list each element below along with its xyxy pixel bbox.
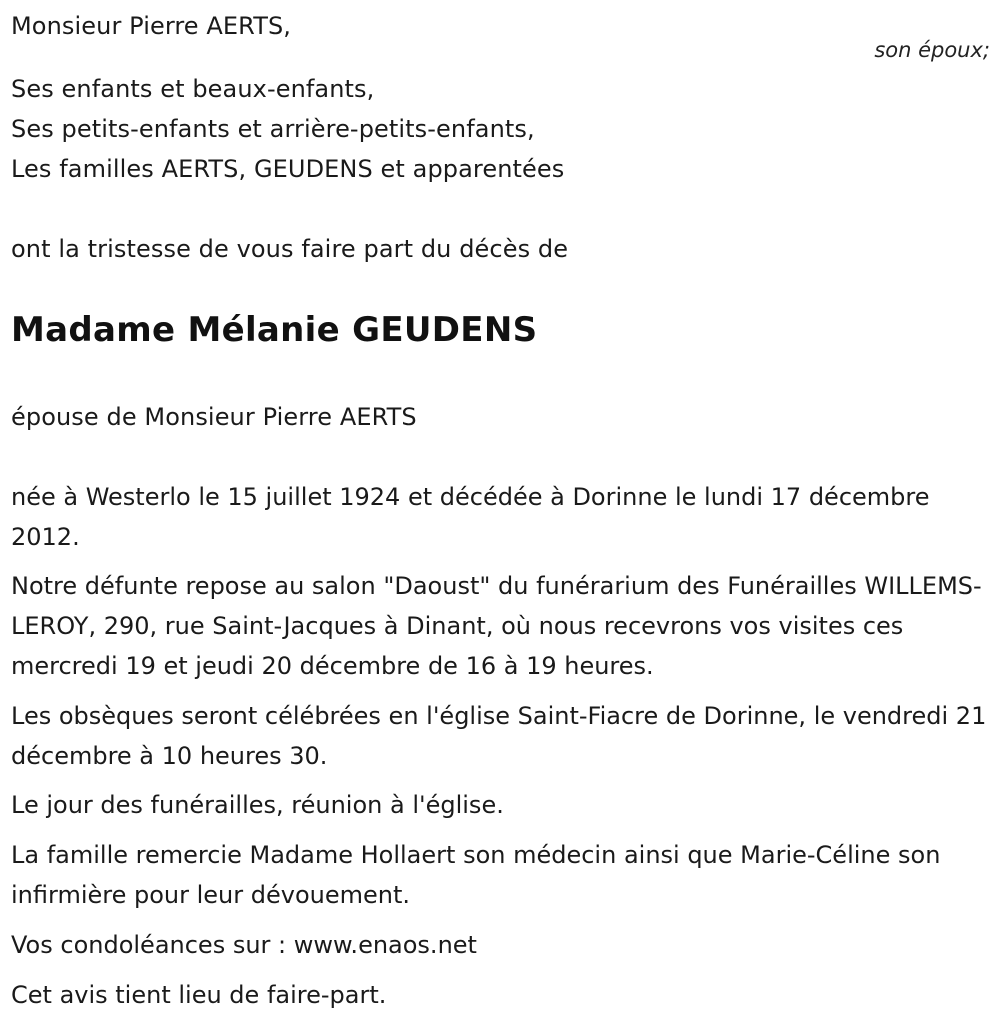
notice-line: Cet avis tient lieu de faire-part. bbox=[11, 981, 387, 1009]
spouse-line: Monsieur Pierre AERTS, bbox=[11, 12, 292, 40]
grandchildren-line: Ses petits-enfants et arrière-petits-enfants, bbox=[11, 115, 535, 143]
families-line: Les familles AERTS, GEUDENS et apparentées bbox=[11, 155, 565, 183]
spouse-of-line: épouse de Monsieur Pierre AERTS bbox=[11, 403, 417, 431]
announcement-line: ont la tristesse de vous faire part du décès de bbox=[11, 235, 569, 263]
repose-paragraph: Notre défunte repose au salon "Daoust" du funérarium des Funérailles WILLEMS-LEROY, 290, rue Saint-Jacques à Dinant, où nous recevrons vos visites ces mercredi 19 et jeudi 20 décembre de 16 à 19 heures. bbox=[11, 572, 982, 680]
birth-death-paragraph: née à Westerlo le 15 juillet 1924 et décédée à Dorinne le lundi 17 décembre 2012. bbox=[11, 483, 930, 551]
condolences-line: Vos condoléances sur : www.enaos.net bbox=[11, 931, 477, 959]
deceased-name: Madame Mélanie GEUDENS bbox=[11, 310, 538, 350]
spouse-role: son époux; bbox=[874, 38, 990, 62]
funeral-paragraph: Les obsèques seront célébrées en l'église Saint-Fiacre de Dorinne, le vendredi 21 décembre à 10 heures 30. bbox=[11, 702, 987, 770]
thanks-paragraph: La famille remercie Madame Hollaert son médecin ainsi que Marie-Céline son infirmière pour leur dévouement. bbox=[11, 841, 941, 909]
meeting-paragraph: Le jour des funérailles, réunion à l'église. bbox=[11, 791, 504, 819]
children-line: Ses enfants et beaux-enfants, bbox=[11, 75, 375, 103]
